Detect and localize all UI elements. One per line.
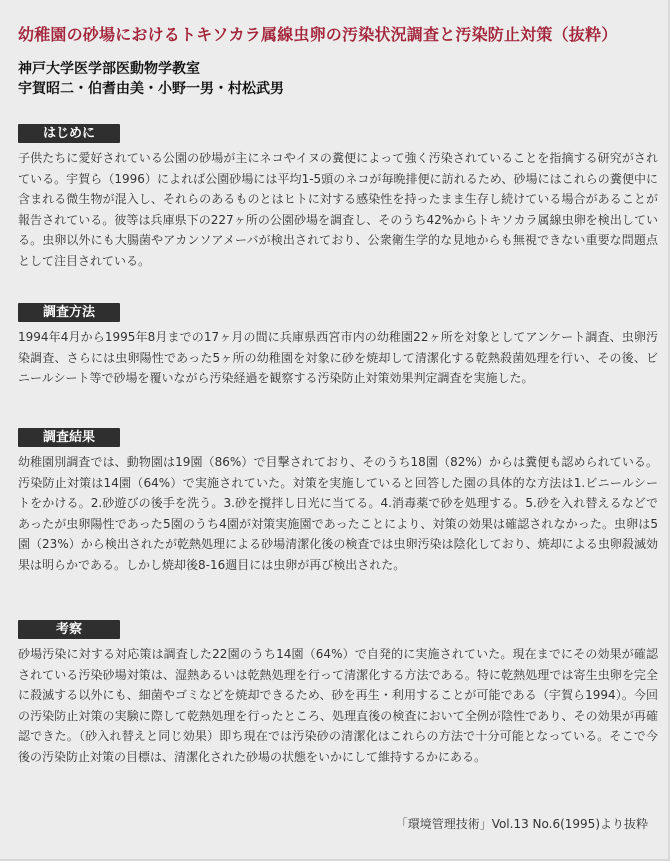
authors: 宇賀昭二・伯耆由美・小野一男・村松武男 — [18, 81, 284, 97]
section-body-methods: 1994年4月から1995年8月までの17ヶ月の間に兵庫県西宮市内の幼稚園22ヶ所を対象としてアンケート調査、虫卵汚染調査、さらには虫卵陽性であった5ヶ所の幼稚園を対象に砂を焼却して清潔化する乾熱殺菌処理を行い、その後、ビニールシート等で砂場を覆いながら汚染経過を観察する汚染防止対策効果判定調査を実施した。 — [18, 330, 658, 385]
section-body-results: 幼稚園別調査では、動物園は19園（86%）で目撃されており、そのうち18園（82%）からは糞便も認められている。汚染防止対策は14園（64%）で実施されていた。対策を実施していると回答した園の具体的な方法は1.ビニールシートをかける。2.砂遊びの後手を洗う。3.砂を撹拌し日光に当てる。4.消毒薬で砂を処理する。5.砂を入れ替えるなどであったが虫卵陽性であった5園のうち4園が対策実施園であったことにより、対策の効果は確認されなかった。虫卵は5園（23%）から検出されたが乾熱処理による砂場清潔化後の検査では虫卵汚染は陰化しており、焼却による虫卵殺滅効果は明らかである。しかし焼却後8-16週目には虫卵が再び検出された。 — [18, 455, 658, 572]
document-title: 幼稚園の砂場におけるトキソカラ属線虫卵の汚染状況調査と汚染防止対策（抜粋） — [18, 25, 618, 44]
affiliation: 神戸大学医学部医動物学教室 — [18, 61, 200, 77]
section-heading-discussion: 考察 — [18, 620, 120, 639]
section-heading-introduction: はじめに — [18, 124, 120, 143]
section-heading-methods: 調査方法 — [18, 303, 120, 322]
section-heading-results: 調査結果 — [18, 428, 120, 447]
section-body-introduction: 子供たちに愛好されている公園の砂場が主にネコやイヌの糞便によって強く汚染されていることを指摘する研究がされている。宇賀ら（1996）によれば公園砂場には平均1-5頭のネコが毎晩排便に訪れるため、砂場にはこれらの糞便中に含まれる微生物が混入し、それらのあるものとはヒトに対する感染性を持ったまま生存し続けている場合があることが報告されている。彼等は兵庫県下の227ヶ所の公園砂場を調査し、そのうち42%からトキソカラ属線虫卵を検出している。虫卵以外にも大腸菌やアカンソアメーバが検出されており、公衆衛生学的な見地からも無視できない重要な問題点として注目されている。 — [18, 151, 658, 268]
section-body-discussion: 砂場汚染に対する対応策は調査した22園のうち14園（64%）で自発的に実施されていた。現在までにその効果が確認されている汚染砂場対策は、湿熱あるいは乾熱処理を行って清潔化する方法である。特に乾熱処理では寄生虫卵を完全に殺滅する以外にも、細菌やゴミなどを焼却できるため、砂を再生・利用することが可能である（宇賀ら1994）。今回の汚染防止対策の実験に際して乾熱処理を行ったところ、処理直後の検査において全例が陰性であり、その効果が再確認できた。（砂入れ替えと同じ効果）即ち現在では汚染砂の清潔化はこれらの方法で十分可能となっている。そこで今後の汚染防止対策の目標は、清潔化された砂場の状態をいかにして維持するかにある。 — [18, 647, 658, 764]
source-citation: 「環境管理技術」Vol.13 No.6(1995)より抜粋 — [395, 817, 648, 831]
